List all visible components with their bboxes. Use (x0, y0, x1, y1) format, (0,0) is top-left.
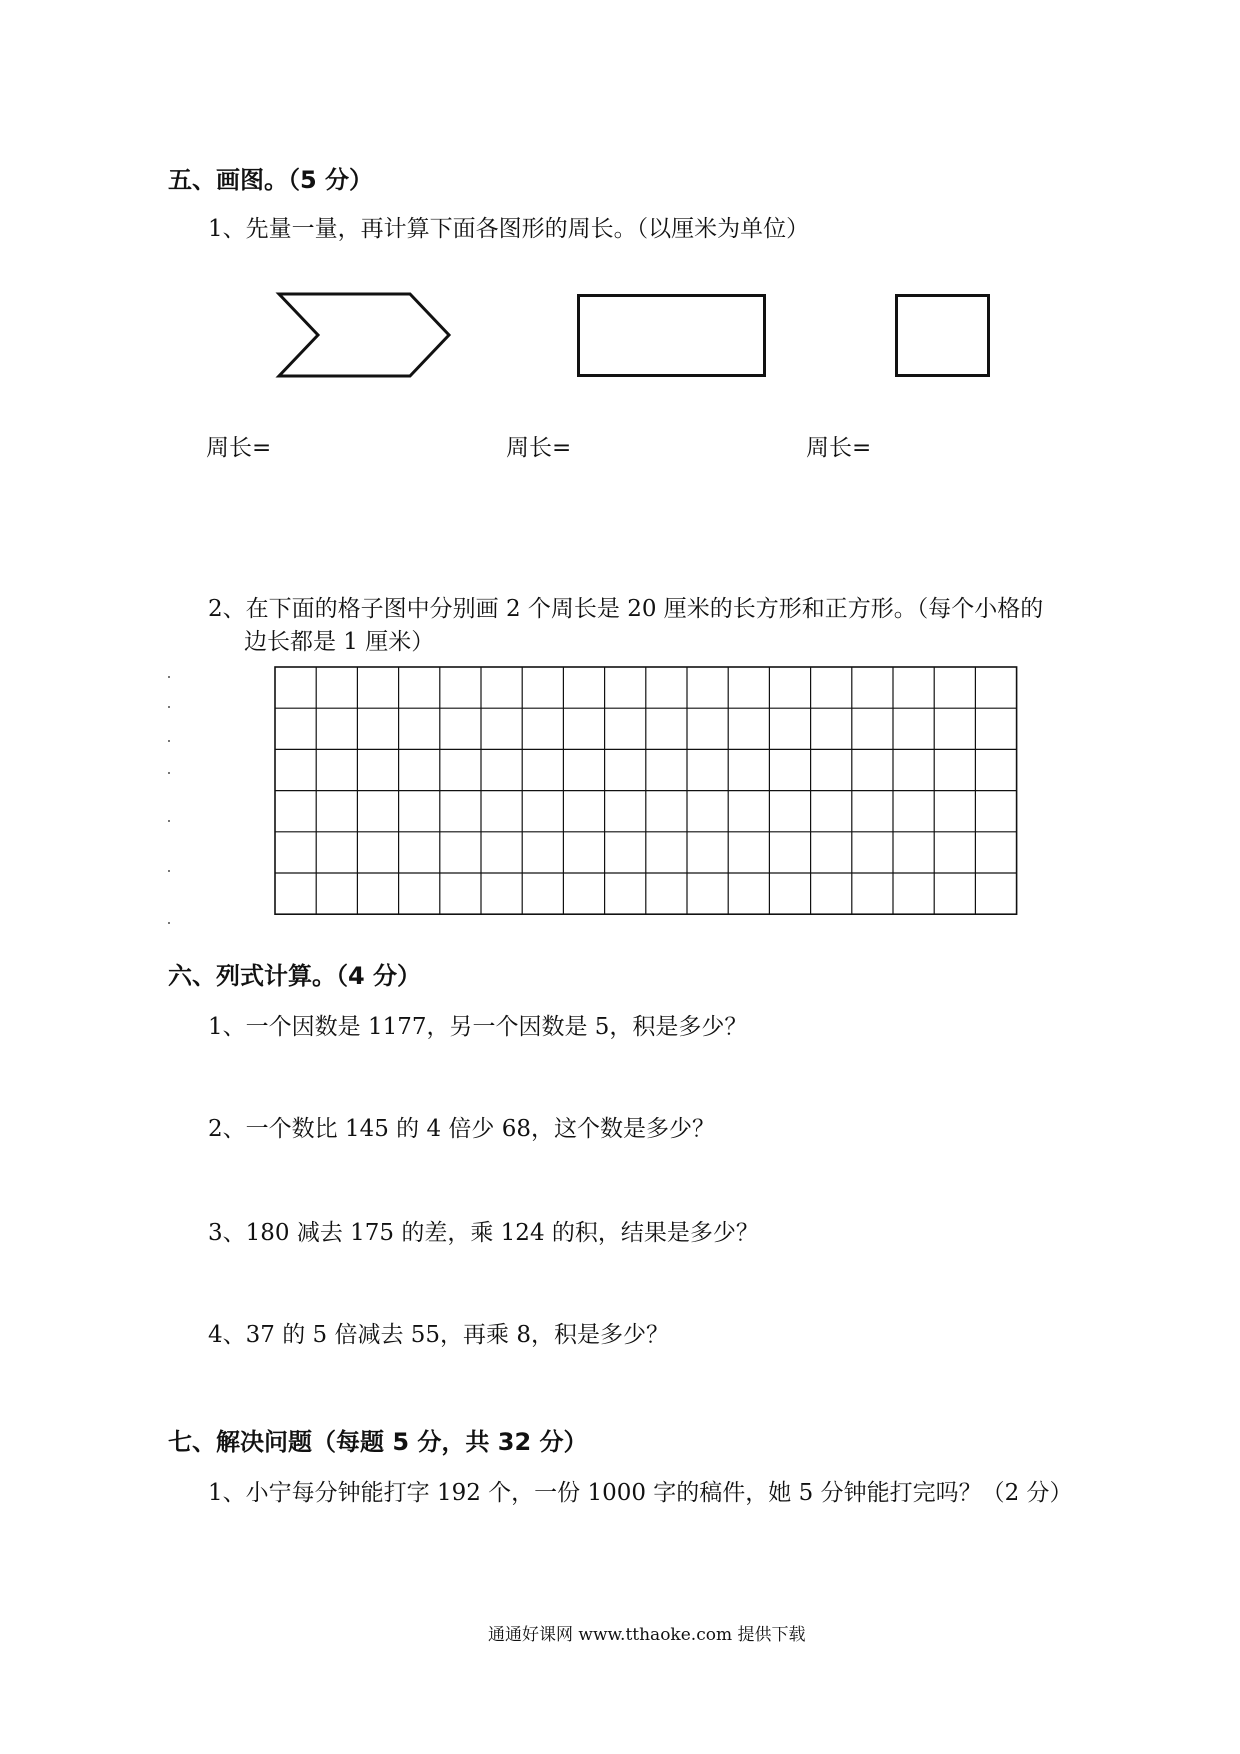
section7-question-1: 1、小宁每分钟能打字 192 个，一份 1000 字的稿件，她 5 分钟能打完吗？（2 分） (208, 1480, 1073, 1506)
section5-question-2-line2: 边长都是 1 厘米） (244, 629, 435, 655)
perimeter-label-rectangle: 周长= (506, 435, 572, 461)
chevron-shape (278, 293, 458, 379)
square-shape (895, 294, 991, 378)
section5-question-2-line1: 2、在下面的格子图中分别画 2 个周长是 20 厘米的长方形和正方形。（每个小格的 (208, 596, 1044, 622)
answer-grid (274, 666, 1018, 914)
footer-text: 通通好课网 www.tthaoke.com 提供下载 (488, 1625, 806, 1645)
perimeter-label-square: 周长= (806, 435, 872, 461)
section7-heading: 七、解决问题（每题 5 分，共 32 分） (168, 1428, 588, 1456)
section6-heading: 六、列式计算。（4 分） (168, 962, 422, 990)
perimeter-label-chevron: 周长= (206, 435, 272, 461)
section6-question-1: 1、一个因数是 1177，另一个因数是 5，积是多少？ (208, 1014, 748, 1040)
section6-question-4: 4、37 的 5 倍减去 55，再乘 8，积是多少？ (208, 1322, 669, 1348)
section6-question-3: 3、180 减去 175 的差，乘 124 的积，结果是多少？ (208, 1220, 759, 1246)
section5-question-1: 1、先量一量，再计算下面各图形的周长。（以厘米为单位） (208, 216, 810, 242)
section6-question-2: 2、一个数比 145 的 4 倍少 68，这个数是多少？ (208, 1116, 715, 1142)
section5-heading: 五、画图。（5 分） (168, 166, 374, 194)
rectangle-shape (577, 294, 767, 378)
